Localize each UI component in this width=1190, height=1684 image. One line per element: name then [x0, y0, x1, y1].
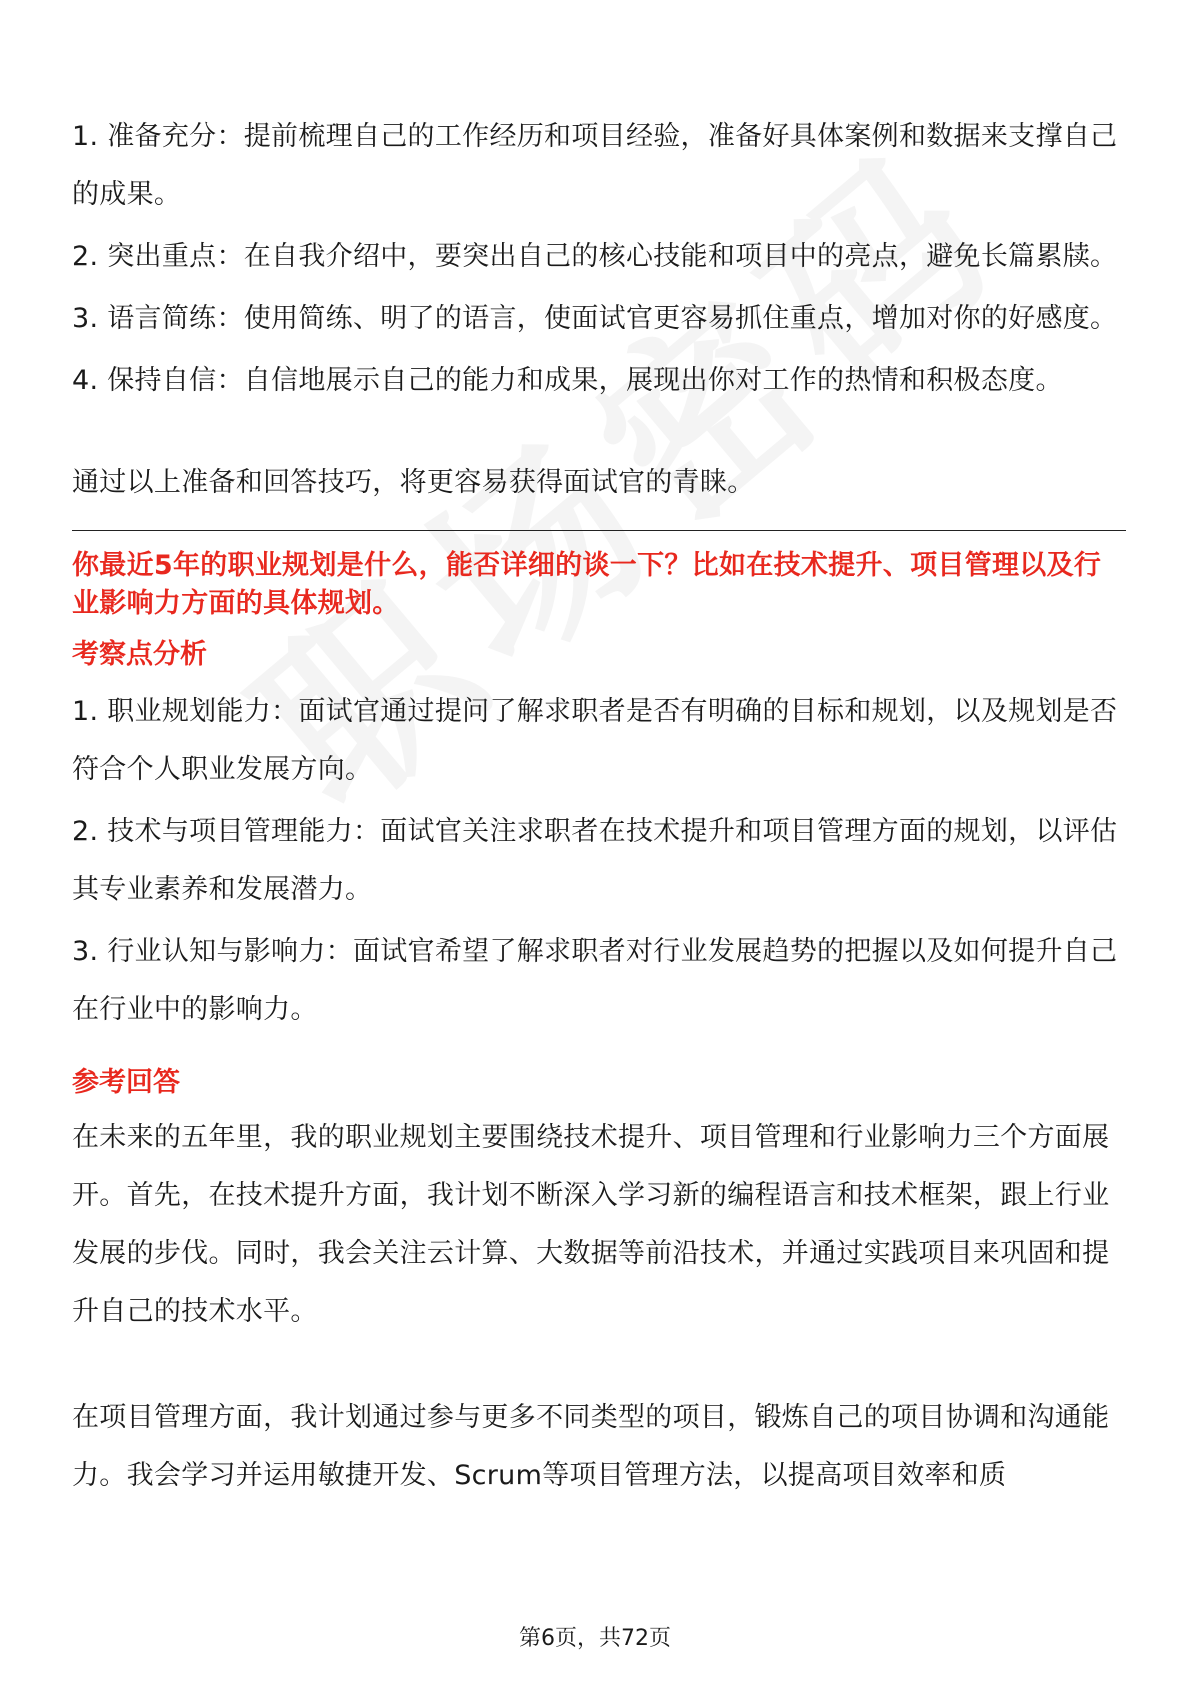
tip-item: 3. 语言简练：使用简练、明了的语言，使面试官更容易抓住重点，增加对你的好感度。	[72, 303, 1118, 334]
tip-item: 4. 保持自信：自信地展示自己的能力和成果，展现出你对工作的热情和积极态度。	[72, 365, 1063, 396]
summary-text: 通过以上准备和回答技巧，将更容易获得面试官的青睐。	[72, 467, 755, 498]
tip-item: 1. 准备充分：提前梳理自己的工作经历和项目经验，准备好具体案例和数据来支撑自己的成果。	[72, 121, 1118, 210]
analysis-item: 1. 职业规划能力：面试官通过提问了解求职者是否有明确的目标和规划，以及规划是否符合个人职业发展方向。	[72, 696, 1118, 785]
page-number: 第6页，共72页	[519, 1626, 671, 1651]
analysis-heading: 考察点分析	[72, 639, 207, 670]
answer-paragraph: 在项目管理方面，我计划通过参与更多不同类型的项目，锻炼自己的项目协调和沟通能力。我会学习并运用敏捷开发、Scrum等项目管理方法，以提高项目效率和质	[72, 1402, 1110, 1491]
interview-question: 你最近5年的职业规划是什么，能否详细的谈一下？比如在技术提升、项目管理以及行业影响力方面的具体规划。	[72, 550, 1102, 619]
page-content	[72, 108, 1126, 1505]
section-divider	[72, 530, 1126, 531]
answer-paragraph: 在未来的五年里，我的职业规划主要围绕技术提升、项目管理和行业影响力三个方面展开。首先，在技术提升方面，我计划不断深入学习新的编程语言和技术框架，跟上行业发展的步伐。同时，我会关注云计算、大数据等前沿技术，并通过实践项目来巩固和提升自己的技术水平。	[72, 1122, 1110, 1327]
analysis-item: 2. 技术与项目管理能力：面试官关注求职者在技术提升和项目管理方面的规划，以评估其专业素养和发展潜力。	[72, 816, 1118, 905]
analysis-item: 3. 行业认知与影响力：面试官希望了解求职者对行业发展趋势的把握以及如何提升自己在行业中的影响力。	[72, 936, 1118, 1025]
answer-heading: 参考回答	[72, 1067, 180, 1098]
tip-item: 2. 突出重点：在自我介绍中，要突出自己的核心技能和项目中的亮点，避免长篇累牍。	[72, 241, 1118, 272]
